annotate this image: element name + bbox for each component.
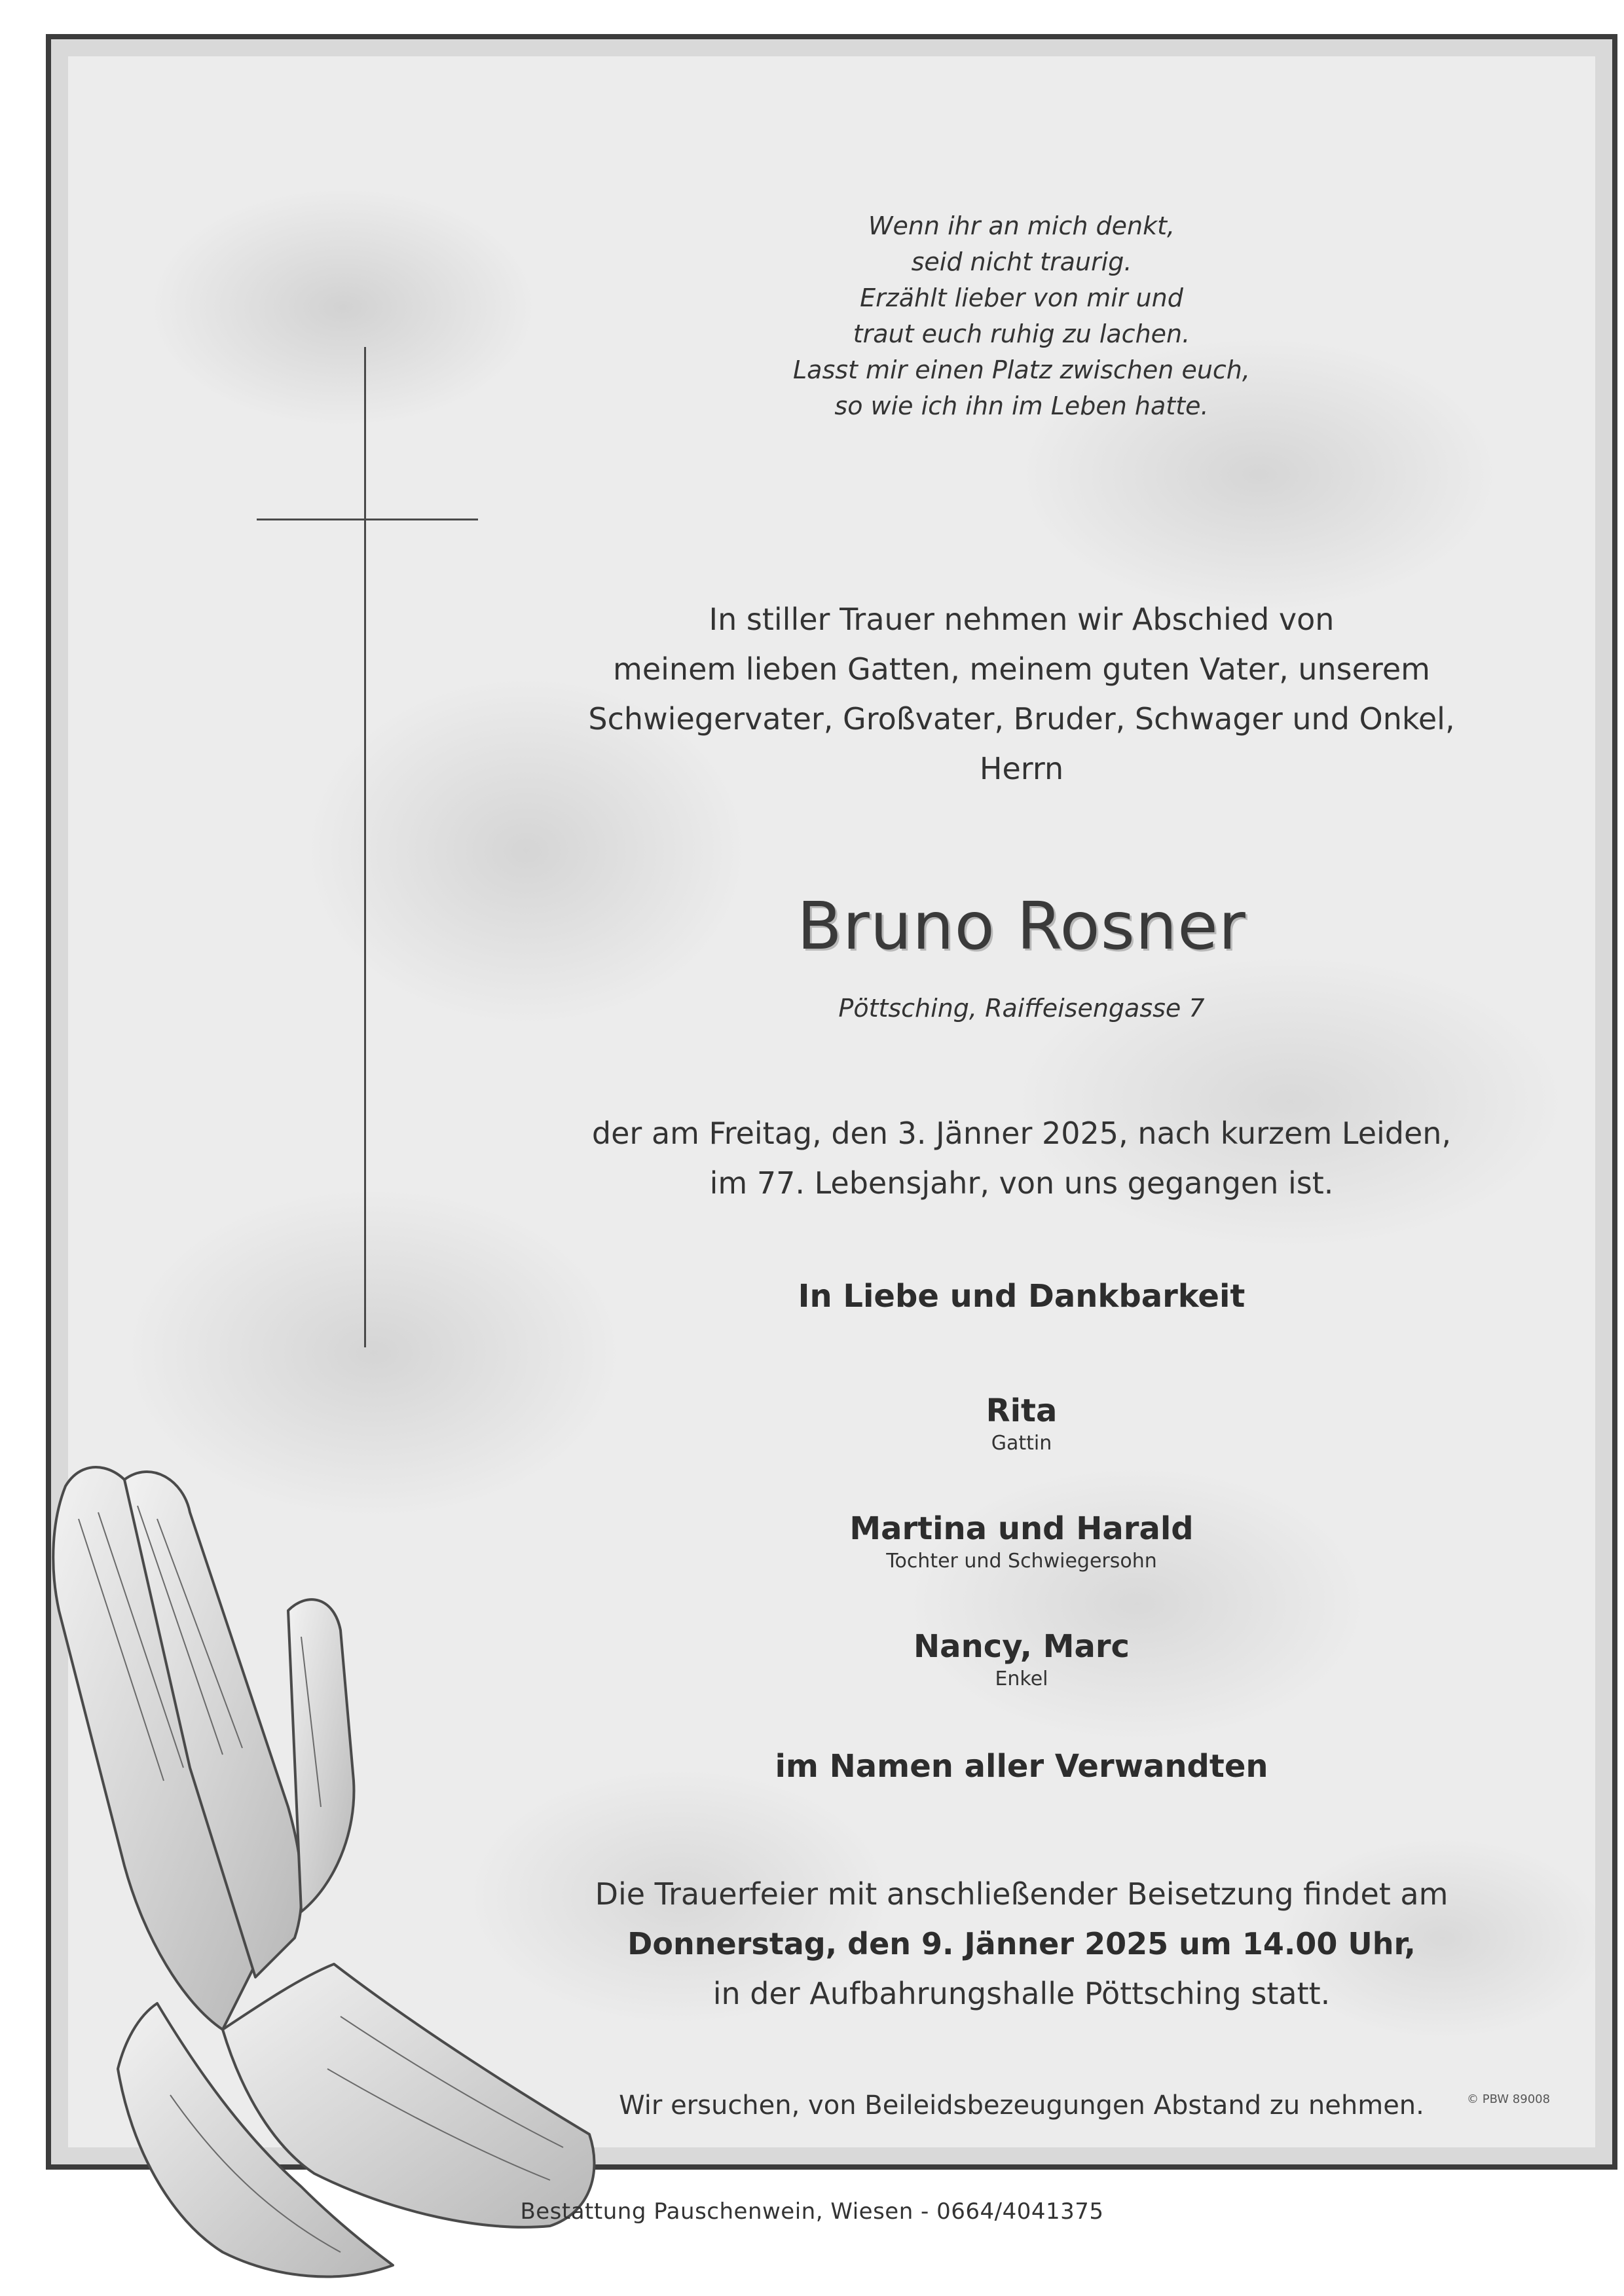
funeral-date: Donnerstag, den 9. Jänner 2025 um 14.00 Uhr, bbox=[627, 1926, 1416, 1961]
on-behalf-line: im Namen aller Verwandten bbox=[775, 1748, 1268, 1785]
intro-line: Herrn bbox=[979, 751, 1064, 786]
poem-line: traut euch ruhig zu lachen. bbox=[853, 319, 1190, 348]
mourner-relation: Enkel bbox=[995, 1667, 1048, 1690]
mourner-entry bbox=[498, 1391, 1545, 1457]
poem-line: Erzählt lieber von mir und bbox=[860, 283, 1183, 312]
mourner-name: Rita bbox=[986, 1393, 1058, 1429]
deceased-address: Pöttsching, Raiffeisengasse 7 bbox=[838, 994, 1205, 1023]
mourner-name: Nancy, Marc bbox=[913, 1628, 1130, 1665]
funeral-home-footer: Bestattung Pauschenwein, Wiesen - 0664/4041375 bbox=[520, 2198, 1104, 2225]
poem-line: Lasst mir einen Platz zwischen euch, bbox=[793, 355, 1250, 384]
print-code: © PBW 89008 bbox=[1467, 2092, 1551, 2106]
funeral-location: in der Aufbahrungshalle Pöttsching statt. bbox=[712, 1976, 1331, 2011]
death-notice-line: der am Freitag, den 3. Jänner 2025, nach kurzem Leiden, bbox=[591, 1116, 1452, 1151]
death-notice bbox=[498, 1108, 1545, 1208]
poem-line: so wie ich ihn im Leben hatte. bbox=[834, 392, 1209, 420]
closing-phrase: In Liebe und Dankbarkeit bbox=[798, 1278, 1246, 1315]
poem-line: Wenn ihr an mich denkt, bbox=[868, 211, 1175, 240]
intro-line: Schwiegervater, Großvater, Bruder, Schwager und Onkel, bbox=[588, 701, 1455, 737]
poem-line: seid nicht traurig. bbox=[911, 247, 1132, 276]
mourner-entry bbox=[498, 1627, 1545, 1692]
cross-icon bbox=[364, 347, 366, 1347]
funeral-info bbox=[498, 1869, 1545, 2018]
mourner-relation: Tochter und Schwiegersohn bbox=[886, 1550, 1157, 1573]
funeral-line: Die Trauerfeier mit anschließender Beisetzung findet am bbox=[595, 1876, 1449, 1912]
cross-icon-bar bbox=[257, 519, 478, 520]
death-notice-line: im 77. Lebensjahr, von uns gegangen ist. bbox=[709, 1165, 1334, 1201]
condolence-request: Wir ersuchen, von Beileidsbezeugungen Abstand zu nehmen. bbox=[619, 2090, 1424, 2121]
intro-text bbox=[498, 594, 1545, 793]
deceased-name: Bruno Rosner bbox=[797, 888, 1246, 964]
intro-line: In stiller Trauer nehmen wir Abschied von bbox=[709, 602, 1335, 637]
poem bbox=[498, 208, 1545, 424]
mourner-relation: Gattin bbox=[991, 1432, 1052, 1455]
praying-hands-icon bbox=[26, 1440, 629, 2291]
mourner-name: Martina und Harald bbox=[849, 1510, 1194, 1547]
mourner-entry bbox=[498, 1509, 1545, 1575]
intro-line: meinem lieben Gatten, meinem guten Vater, unserem bbox=[613, 651, 1430, 687]
